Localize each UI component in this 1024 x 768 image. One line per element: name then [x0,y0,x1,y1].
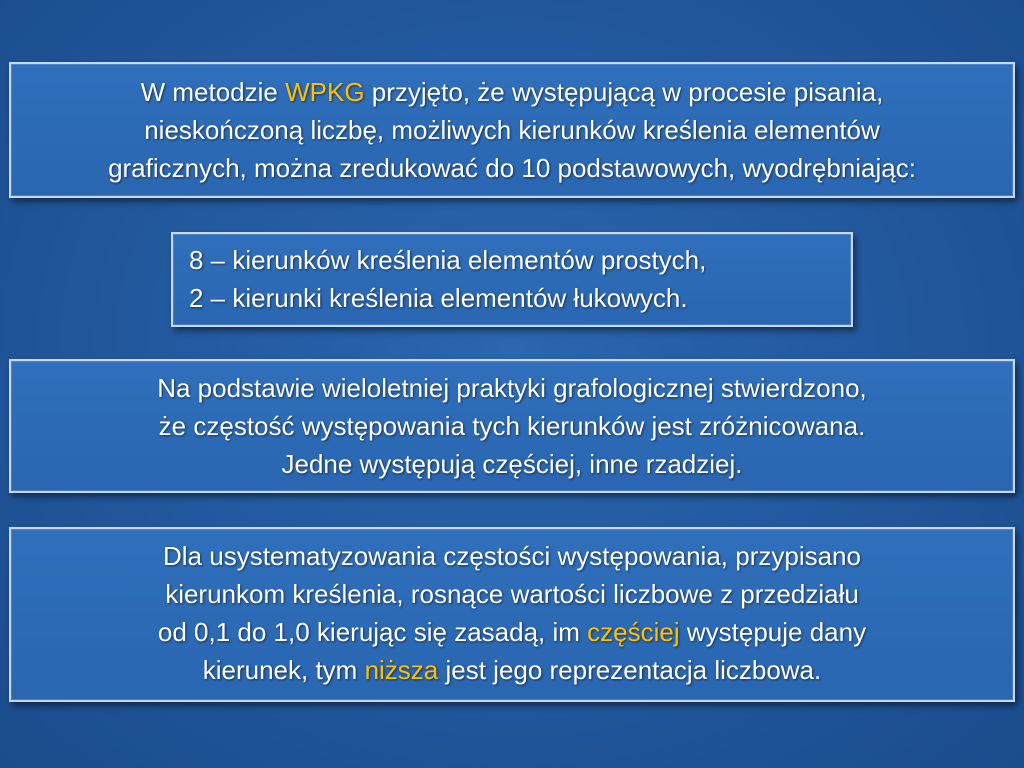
intro-line-3: graficznych, można zredukować do 10 podstawowych, wyodrębniając: [108,153,916,183]
frequency-line-1: Na podstawie wieloletniej praktyki grafologicznej stwierdzono, [157,373,867,403]
directions-item-arc: 2 – kierunki kreślenia elementów łukowych. [189,283,688,313]
intro-box [9,62,1015,198]
lower-highlight: niższa [364,655,439,685]
directions-box [171,232,853,327]
values-line-3: od 0,1 do 1,0 kierując się zasadą, im częściej występuje dany [157,617,867,647]
more-often-highlight: częściej [587,617,680,647]
frequency-line-3: Jedne występują częściej, inne rzadziej. [281,449,743,479]
values-line-4: kierunek, tym niższa jest jego reprezentacja liczbowa. [202,655,822,685]
values-line-2: kierunkom kreślenia, rosnące wartości liczbowe z przedziału [165,579,859,609]
wpkg-highlight: WPKG [285,77,365,107]
frequency-box [9,359,1015,493]
directions-item-straight: 8 – kierunków kreślenia elementów prostych, [189,245,707,275]
values-line-1: Dla usystematyzowania częstości występowania, przypisano [163,541,861,571]
intro-line-2: nieskończoną liczbę, możliwych kierunków kreślenia elementów [144,115,880,145]
frequency-line-2: że częstość występowania tych kierunków jest zróżnicowana. [158,411,866,441]
values-box [9,527,1015,702]
intro-line-1: W metodzie WPKG przyjęto, że występującą w procesie pisania, [140,77,884,107]
